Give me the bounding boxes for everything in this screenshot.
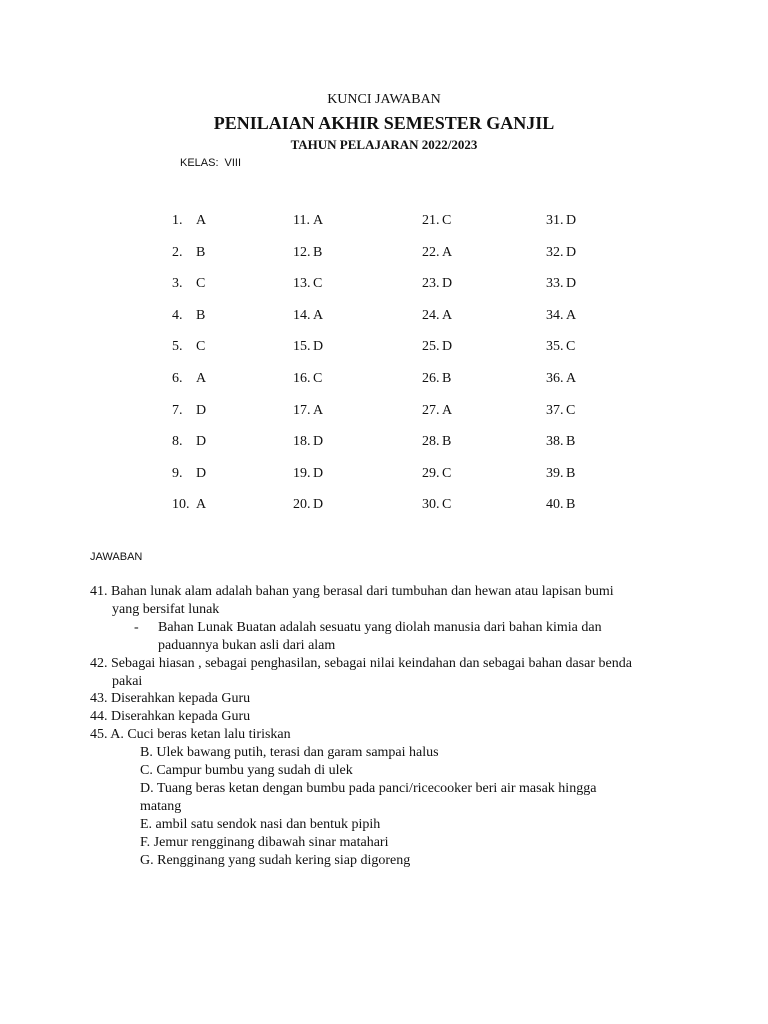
essay-line: yang bersifat lunak bbox=[112, 602, 220, 617]
answer-number: 7. bbox=[172, 403, 183, 418]
answer-key-item bbox=[293, 213, 323, 229]
answer-letter: A bbox=[313, 308, 324, 323]
answer-number: 16. bbox=[293, 371, 311, 386]
kelas-value: VIII bbox=[224, 157, 242, 169]
answer-letter: D bbox=[566, 213, 577, 228]
answer-letter: D bbox=[196, 434, 207, 449]
essay-line: 42. Sebagai hiasan , sebagai penghasilan, sebagai nilai keindahan dan sebagai bahan dasar benda bbox=[90, 656, 632, 671]
answer-number: 35. bbox=[546, 339, 564, 354]
answer-letter: B bbox=[566, 497, 576, 512]
answer-letter: C bbox=[196, 339, 206, 354]
essay-line: F. Jemur rengginang dibawah sinar matahari bbox=[140, 835, 389, 850]
answer-key-item bbox=[422, 371, 451, 387]
answer-letter: B bbox=[196, 245, 206, 260]
answer-number: 5. bbox=[172, 339, 183, 354]
answer-letter: B bbox=[196, 308, 206, 323]
answer-key-item bbox=[422, 339, 452, 355]
answer-number: 34. bbox=[546, 308, 564, 323]
answer-key-item bbox=[172, 276, 205, 292]
answer-key-item bbox=[422, 245, 452, 261]
answer-number: 9. bbox=[172, 466, 183, 481]
kelas-label: KELAS: bbox=[180, 157, 219, 169]
answer-key-item bbox=[172, 339, 205, 355]
answer-key-item bbox=[293, 466, 323, 482]
answer-key-item bbox=[293, 434, 323, 450]
answer-key-item bbox=[422, 276, 452, 292]
answer-key-item bbox=[293, 371, 322, 387]
answer-number: 32. bbox=[546, 245, 564, 260]
answer-number: 40. bbox=[546, 497, 564, 512]
answer-letter: D bbox=[196, 403, 207, 418]
answer-key-item bbox=[172, 466, 206, 482]
answer-number: 33. bbox=[546, 276, 564, 291]
answer-letter: B bbox=[442, 434, 452, 449]
answer-letter: D bbox=[313, 466, 324, 481]
answer-letter: A bbox=[196, 213, 207, 228]
answer-key-item bbox=[293, 245, 322, 261]
answer-letter: A bbox=[196, 371, 207, 386]
essay-line: 45. A. Cuci beras ketan lalu tiriskan bbox=[90, 727, 291, 742]
answer-letter: A bbox=[313, 403, 324, 418]
answer-key-item bbox=[172, 497, 206, 513]
answer-number: 37. bbox=[546, 403, 564, 418]
answer-letter: C bbox=[442, 497, 452, 512]
answer-letter: A bbox=[196, 497, 207, 512]
essay-line: C. Campur bumbu yang sudah di ulek bbox=[140, 763, 353, 778]
essay-line: B. Ulek bawang putih, terasi dan garam sampai halus bbox=[140, 745, 439, 760]
answer-key-item bbox=[546, 213, 576, 229]
answer-letter: C bbox=[196, 276, 206, 291]
answer-key-item bbox=[422, 403, 452, 419]
answer-letter: D bbox=[313, 497, 324, 512]
answer-letter: A bbox=[442, 308, 453, 323]
answer-key-item bbox=[172, 308, 205, 324]
essay-line: G. Rengginang yang sudah kering siap digoreng bbox=[140, 853, 411, 868]
answer-letter: C bbox=[566, 403, 576, 418]
answer-key-item bbox=[172, 434, 206, 450]
answer-key-item bbox=[172, 371, 206, 387]
essay-line: Bahan Lunak Buatan adalah sesuatu yang diolah manusia dari bahan kimia dan bbox=[158, 620, 602, 635]
answer-letter: A bbox=[566, 371, 577, 386]
answer-letter: C bbox=[566, 339, 576, 354]
answer-key-item bbox=[422, 434, 451, 450]
answer-number: 23. bbox=[422, 276, 440, 291]
answer-letter: D bbox=[196, 466, 207, 481]
answer-key-item bbox=[422, 497, 451, 513]
answer-number: 27. bbox=[422, 403, 440, 418]
answer-letter: A bbox=[442, 403, 453, 418]
essay-line: E. ambil satu sendok nasi dan bentuk pipih bbox=[140, 817, 381, 832]
answer-number: 30. bbox=[422, 497, 440, 512]
answer-number: 20. bbox=[293, 497, 311, 512]
answer-key-item bbox=[546, 339, 575, 355]
answer-number: 38. bbox=[546, 434, 564, 449]
answer-number: 24. bbox=[422, 308, 440, 323]
answer-number: 39. bbox=[546, 466, 564, 481]
essay-line: 44. Diserahkan kepada Guru bbox=[90, 709, 251, 724]
answer-number: 4. bbox=[172, 308, 183, 323]
answer-number: 18. bbox=[293, 434, 311, 449]
essay-section-title: JAWABAN bbox=[90, 551, 143, 563]
answer-number: 22. bbox=[422, 245, 440, 260]
answer-key-item bbox=[546, 371, 576, 387]
answer-number: 26. bbox=[422, 371, 440, 386]
answer-letter: A bbox=[566, 308, 577, 323]
answer-number: 25. bbox=[422, 339, 440, 354]
answer-number: 14. bbox=[293, 308, 311, 323]
answer-key-item bbox=[546, 245, 576, 261]
answer-number: 11. bbox=[293, 213, 310, 228]
essay-bullet-dash: - bbox=[134, 620, 139, 635]
answer-key-item bbox=[422, 308, 452, 324]
essay-line: matang bbox=[140, 799, 182, 814]
answer-number: 31. bbox=[546, 213, 564, 228]
answer-letter: A bbox=[313, 213, 324, 228]
answer-number: 2. bbox=[172, 245, 183, 260]
answer-letter: B bbox=[313, 245, 323, 260]
answer-number: 6. bbox=[172, 371, 183, 386]
answer-number: 10. bbox=[172, 497, 190, 512]
answer-letter: B bbox=[566, 466, 576, 481]
essay-line: D. Tuang beras ketan dengan bumbu pada panci/ricecooker beri air masak hingga bbox=[140, 781, 597, 796]
answer-key-item bbox=[293, 403, 323, 419]
answer-letter: D bbox=[313, 434, 324, 449]
essay-line: paduannya bukan asli dari alam bbox=[158, 638, 336, 653]
answer-key-item bbox=[546, 434, 575, 450]
answer-number: 19. bbox=[293, 466, 311, 481]
answer-letter: B bbox=[566, 434, 576, 449]
answer-letter: D bbox=[566, 276, 577, 291]
answer-key-item bbox=[546, 276, 576, 292]
answer-key-item bbox=[293, 339, 323, 355]
answer-key-item bbox=[172, 213, 206, 229]
doc-title-kunci-jawaban: KUNCI JAWABAN bbox=[327, 92, 441, 107]
answer-key-item bbox=[546, 497, 575, 513]
answer-letter: B bbox=[442, 371, 452, 386]
answer-key-item bbox=[172, 245, 205, 261]
answer-number: 12. bbox=[293, 245, 311, 260]
answer-key-item bbox=[422, 466, 451, 482]
answer-letter: C bbox=[313, 371, 323, 386]
answer-letter: D bbox=[442, 339, 453, 354]
answer-number: 36. bbox=[546, 371, 564, 386]
answer-number: 1. bbox=[172, 213, 183, 228]
answer-key-item bbox=[546, 308, 576, 324]
answer-number: 21. bbox=[422, 213, 440, 228]
answer-letter: C bbox=[442, 466, 452, 481]
answer-key-item bbox=[546, 403, 575, 419]
answer-key-item bbox=[293, 308, 323, 324]
answer-key-item bbox=[293, 497, 323, 513]
kelas-info bbox=[180, 157, 241, 169]
answer-letter: A bbox=[442, 245, 453, 260]
answer-letter: D bbox=[313, 339, 324, 354]
answer-number: 29. bbox=[422, 466, 440, 481]
answer-number: 17. bbox=[293, 403, 311, 418]
answer-key-item bbox=[422, 213, 451, 229]
answer-letter: C bbox=[313, 276, 323, 291]
doc-title-tahun-pelajaran: TAHUN PELAJARAN 2022/2023 bbox=[290, 137, 478, 152]
answer-number: 13. bbox=[293, 276, 311, 291]
answer-number: 15. bbox=[293, 339, 311, 354]
doc-title-penilaian: PENILAIAN AKHIR SEMESTER GANJIL bbox=[213, 113, 555, 133]
answer-number: 3. bbox=[172, 276, 183, 291]
answer-letter: C bbox=[442, 213, 452, 228]
essay-line: 43. Diserahkan kepada Guru bbox=[90, 691, 251, 706]
answer-key-item bbox=[546, 466, 575, 482]
answer-key-item bbox=[172, 403, 206, 419]
answer-key-item bbox=[293, 276, 322, 292]
answer-number: 28. bbox=[422, 434, 440, 449]
answer-letter: D bbox=[442, 276, 453, 291]
answer-letter: D bbox=[566, 245, 577, 260]
essay-line: 41. Bahan lunak alam adalah bahan yang berasal dari tumbuhan dan hewan atau lapisan bumi bbox=[90, 584, 614, 599]
essay-line: pakai bbox=[112, 674, 143, 689]
answer-number: 8. bbox=[172, 434, 183, 449]
